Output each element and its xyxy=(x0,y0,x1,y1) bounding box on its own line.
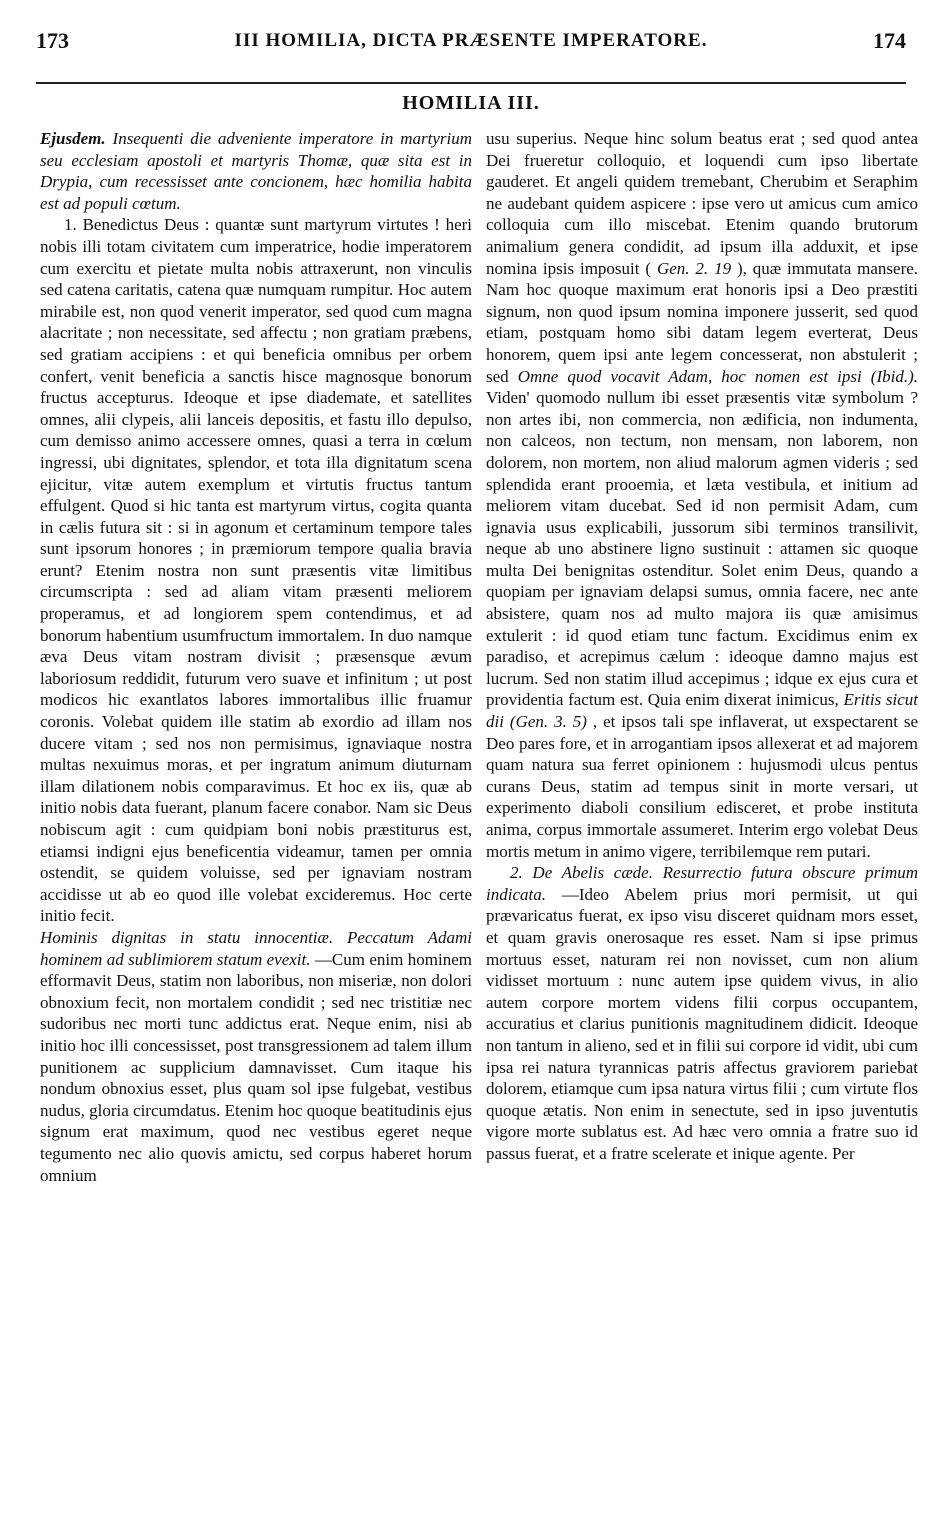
scripture-ref-2: (Gen. 3. 5) xyxy=(509,712,587,732)
right-column xyxy=(486,128,918,1165)
section-2-heading: Hominis dignitas in statu innocentiæ. Peccatum Adami hominem ad sublimiorem statum evexit. xyxy=(40,927,472,969)
scripture-quote-2: Eritis sicut dii xyxy=(486,690,918,732)
scripture-quote-1: Omne quod vocavit Adam, hoc nomen est ipsi (Ibid.). xyxy=(517,366,918,386)
continuation-text-a: usu superius. Neque hinc solum beatus erat ; sed quod antea Dei frueretur colloquio, et loquendi cum ipso libertate gauderet. Et angeli quidem tremebant, Cherubim et Seraphim ne audebant quidem aspicere : ipse vero ut amicus cum amico colloquia cum illo miscebat. Etenim quando brutorum animalium genera condidit, ad ipsum illa adduxit, et ipse nomina ipsis imposuit ( xyxy=(486,129,918,278)
continuation-paragraph xyxy=(486,128,918,862)
section-2-text: —Cum enim hominem efformavit Deus, statim non laboribus, non miseriæ, non dolori obnoxium fecit, non mortalem condidit ; sed nec tristitiæ nec sudoribus nec morti tunc addictus erat. Neque enim, nisi ab initio hoc illi concessisset, post transgressionem ad talem illum punitionem ac supplicium damnavisset. Cum itaque his nondum obnoxius esset, plus quam sol ipse fulgebat, vestibus nudus, gloria circumdatus. Etenim hoc quoque beatitudinis ejus signum erat maximum, quod nec vestibus egeret neque tegumento nec alio quovis amictu, sed corpus haberet horum omnium xyxy=(40,949,472,1185)
page-number-left: 173 xyxy=(36,28,69,53)
homily-title: HOMILIA III. xyxy=(402,92,540,114)
intro-paragraph xyxy=(40,128,472,214)
left-column xyxy=(40,128,472,1186)
paragraph-1: 1. Benedictus Deus : quantæ sunt martyrum virtutes ! heri nobis illi totam civitatem cum imperatrice, hodie imperatorem cum exercitu et pietate multa nobis attraxerunt, non vinculis sed catena caritatis, catena quæ numquam rumpitur. Hoc autem mirabile est, non quod venerit imperator, sed quod cum magna alacritate ; non necessitate, sed affectu ; non gratiam præbens, sed gratiam accipiens : et qui beneficia omnibus per orbem confert, venit beneficia a sanctis hisce magnosque bonorum fructus accepturus. Ideoque et ipse diadematе, et satellites omnes, alii clypeis, alii lanceis depositis, et fastu illo depulso, cum demisso animo accessere omnes, quasi a terra in cœlum ingressi, ubi dignitates, splendor, et tota illa dignitatum scena ejicitur, vitæ autem exemplum et virtutis fructus tantum effulgent. Quod si hic tanta est martyrum virtus, cogita quanta in cælis futura sit : si in agonum et certaminum tempore tales sunt ipsorum honores ; in præmiorum tempore qualia bravia erunt? Etenim nostra non sunt præsentis vitæ limitibus circumscripta : sed ad aliam vitam præsenti meliorem properamus, et ad longiorem spem contendimus, et ad bonorum habentium usumfructum immortalem. In duo namque æva Deus vitam nostram divisit ; præsensque ævum laboriosum reddidit, futurum vero suave et infinitum ; ut post modicos hic exantlatos labores immortalibus illic fruamur coronis. Volebat quidem ille statim ab exordio ad illam nos ducere vitam ; sed nos non permisimus, ignaviaque nostra multas nexuimus moras, et per ingratum animum diuturnam illam dilationem nobis comparavimus. Et hoc ex iis, quæ ab initio nobis data fuerant, planum facere conabor. Nam sic Deus nobiscum agit : cum quidpiam boni nobis præstiturus est, etiamsi indigni ejus beneficentia videamur, tamen per omnia ostendit, se quidem voluisse, sed per ignaviam nostram accidisse ut ab eo quod ille volebat excideremus. Hoc certe initio fecit. xyxy=(40,215,472,926)
section-3-paragraph xyxy=(486,862,918,1164)
scripture-ref-1: Gen. 2. 19 xyxy=(656,258,732,278)
section-2-paragraph xyxy=(40,927,472,1186)
header-rule xyxy=(36,82,906,84)
continuation-text-b: ), quæ immutata mansere. Nam hoc quoque maximum erat honoris ipsi a Deo præstiti signum, non quod ipsum nomina imponere jusserit, sed quod etiam, postquam homo sibi datam legem everterat, Deus honorem, quem ipsi ante legem concesserat, non abstulerit ; sed xyxy=(486,258,919,386)
continuation-text-d: , et ipsos tali spe inflaverat, ut exspectarent se Deo pares fore, et in arrogantiam ipsos allexerat et ad majorem quam natura sua ferret opinionem : hujusmodi ulcus pentus curans Deus, statim ad tempus sinit in morte versari, ut experimento diaboli consilium edisceret, et probe instituta anima, corpus immortale assumeret. Interim ergo volebat Deus mortis metum in animo vigere, terribilemque rem putari. xyxy=(486,712,919,861)
section-3-heading: 2. De Abelis cæde. Resurrectio futura obscure primum indicata. xyxy=(486,863,918,904)
continuation-text-c: Viden' quomodo nullum ibi esset præsentis vitæ symbolum ? non artes ibi, non commercia, non ædificia, non indumenta, non calceos, non tectum, non mensam, non laborem, non dolorem, non mortem, non aliud malorum agmen videris ; sed splendida erant prooemia, et læta vestibula, et initium ad meliorem vitam ducebat. Sed id non permisit Adam, cum ignavia usus explicabili, jussorum sibi terminos transilivit, neque ab uno abstinere ligno sustinuit : attamen sic quoque multa Dei benignitas ostenditur. Solet enim Deus, quando a quopiam per ignaviam delapsi sumus, omnia facere, nec ante absistere, quam nos ad multo majora iis quæ amisimus extulerit : id quod etiam tunc factum. Excidimus enim ex paradiso, et acrepimus cælum : ideoque damno majus est lucrum. Sed non statim illud accepimus ; idque ex ejus cura et providentia factum est. Quia enim dixerat inimicus, xyxy=(486,388,918,710)
section-3-text: —Ideo Abelem prius mori permisit, ut qui prævaricatus fuerat, ex ipso visu disceret quidnam mors esset, et quam gravis onerosaque res esset. Nam si ipse primus mortuus esset, naturam rei non novisset, cum non alium vidisset mortuum : nunc autem ipse quidem vivus, in alio autem corpore mortem videns filii corpus occupantem, accuratius et clarius punitionis magnitudinem didicit. Ideoque non tantum in alieno, sed et in filii sui corpore id vidit, ubi cum ipsa rei natura tyrannicas patris affectus graviorem pariebat dolorem, etiamque cum ipsa natura virtus filii ; cum virtute flos quoque ætatis. Non enim in senectute, sed in ipso juventutis vigore morte sublatus est. Ad hæc vero omnia a fratre suo id passus fuerat, et a fratre scelerate et inique agente. Per xyxy=(486,884,919,1163)
running-header xyxy=(36,28,906,58)
page-number-right: 174 xyxy=(873,28,906,53)
running-title: III HOMILIA, DICTA PRÆSENTE IMPERATORE. xyxy=(234,30,708,51)
intro-heading: Ejusdem. xyxy=(40,129,106,148)
intro-text: Insequenti die adveniente imperatore in martyrium seu ecclesiam apostoli et martyris Thomæ, quæ sita est in Drypia, cum recessisset ante concionem, hæc homilia habita est ad populi cœtum. xyxy=(40,129,473,213)
